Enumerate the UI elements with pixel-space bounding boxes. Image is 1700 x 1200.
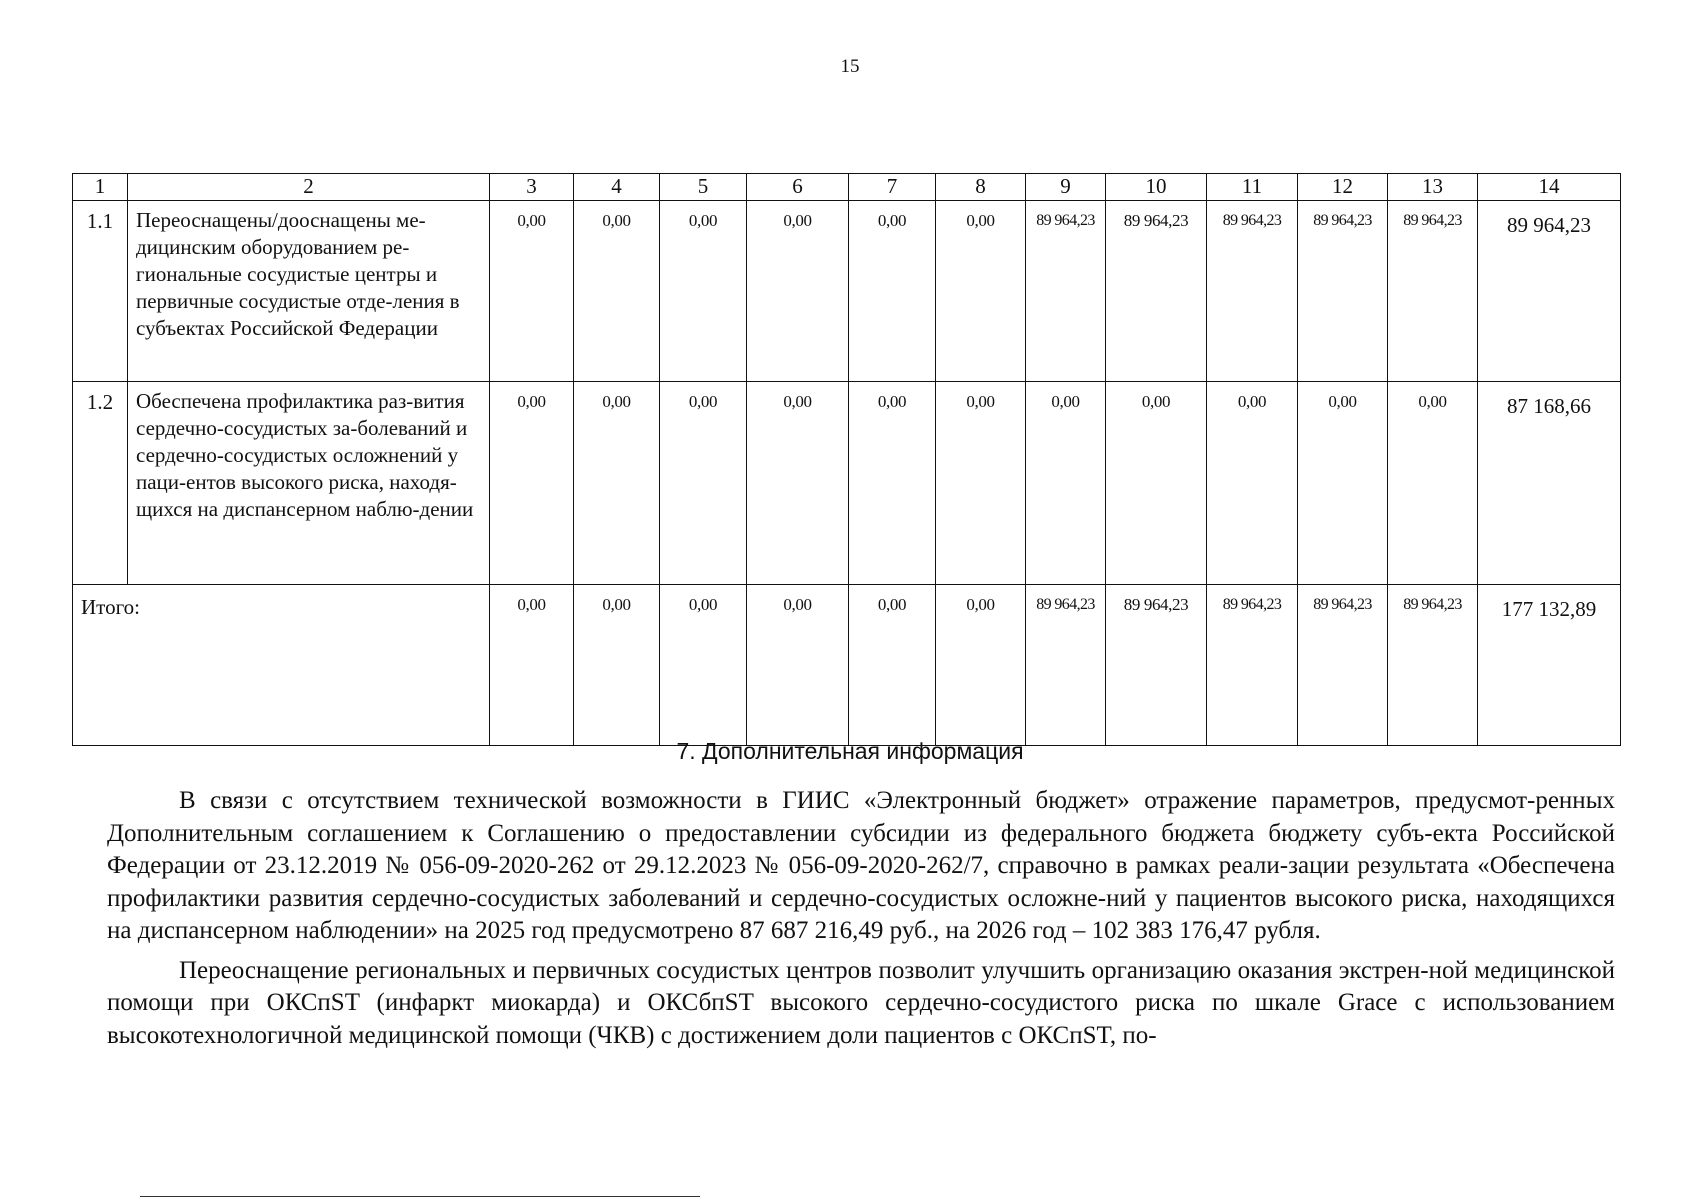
table-cell: 0,00 — [660, 201, 747, 382]
table-total-row — [73, 585, 1621, 746]
table-cell: 0,00 — [747, 585, 849, 746]
table-cell: 89 964,23 — [1026, 585, 1106, 746]
table-cell: 89 964,23 — [1298, 585, 1388, 746]
column-header: 12 — [1298, 174, 1388, 201]
table-cell: 0,00 — [936, 382, 1026, 585]
total-label: Итого: — [73, 585, 490, 746]
table-cell: 0,00 — [747, 201, 849, 382]
table-cell: 89 964,23 — [1207, 201, 1298, 382]
row-total: 87 168,66 — [1478, 382, 1621, 585]
column-header: 2 — [128, 174, 490, 201]
table-cell: 0,00 — [1388, 382, 1478, 585]
footer-rule — [140, 1196, 700, 1197]
column-header: 1 — [73, 174, 128, 201]
table-cell: 0,00 — [574, 201, 660, 382]
table-cell: 0,00 — [1298, 382, 1388, 585]
page-number: 15 — [840, 56, 860, 77]
table-cell: 89 964,23 — [1207, 585, 1298, 746]
section-title: 7. Дополнительная информация — [676, 738, 1024, 764]
section-body — [107, 785, 1615, 1059]
table-cell: 89 964,23 — [1298, 201, 1388, 382]
table-cell: 0,00 — [660, 585, 747, 746]
column-header: 9 — [1026, 174, 1106, 201]
table-cell: 0,00 — [1207, 382, 1298, 585]
column-header: 11 — [1207, 174, 1298, 201]
table-cell: 0,00 — [574, 382, 660, 585]
table-cell: 0,00 — [1106, 382, 1207, 585]
row-description: Переоснащены/дооснащены ме-дицинским оборудованием ре-гиональные сосудистые центры и первичные сосудистые отде-ления в субъектах Российской Федерации — [128, 201, 490, 382]
table-cell: 0,00 — [1026, 382, 1106, 585]
column-header: 13 — [1388, 174, 1478, 201]
column-header: 5 — [660, 174, 747, 201]
column-header: 4 — [574, 174, 660, 201]
table-cell: 89 964,23 — [1106, 585, 1207, 746]
table-cell: 0,00 — [660, 382, 747, 585]
paragraph: Переоснащение региональных и первичных сосудистых центров позволит улучшить организацию оказания экстрен-ной медицинской помощи при ОКСпST (инфаркт миокарда) и ОКСбпST высокого сердечно-сосудистого риска по шкале Grace с использованием высокотехнологичной медицинской помощи (ЧКВ) с достижением доли пациентов с ОКСпST, по- — [107, 956, 1615, 1049]
table-cell: 0,00 — [490, 201, 574, 382]
column-header: 3 — [490, 174, 574, 201]
paragraph: В связи с отсутствием технической возможности в ГИИС «Электронный бюджет» отражение параметров, предусмот-ренных Дополнительным соглашением к Соглашению о предоставлении субсидии из федерального бюджета бюджету субъ-екта Российской Федерации от 23.12.2019 № 056-09-2020-262 от 29.12.2023 № 056-09-2020-262/7, справочно в рамках реали-зации результата «Обеспечена профилактики развития сердечно-сосудистых заболеваний и сердечно-сосудистых осложне-ний у пациентов высокого риска, находящихся на диспансерном наблюдении» на 2025 год предусмотрено 87 687 216,49 руб., на 2026 год – 102 383 176,47 рубля. — [107, 787, 1615, 944]
budget-table-container — [72, 173, 1620, 746]
column-header: 8 — [936, 174, 1026, 201]
table-cell: 0,00 — [747, 382, 849, 585]
table-cell: 89 964,23 — [1388, 201, 1478, 382]
table-row — [73, 382, 1621, 585]
table-cell: 89 964,23 — [1106, 201, 1207, 382]
table-row — [73, 201, 1621, 382]
table-cell: 0,00 — [936, 201, 1026, 382]
column-header: 10 — [1106, 174, 1207, 201]
column-header: 14 — [1478, 174, 1621, 201]
table-cell: 89 964,23 — [1026, 201, 1106, 382]
table-cell: 0,00 — [574, 585, 660, 746]
table-header-row — [73, 174, 1621, 201]
table-cell: 0,00 — [849, 201, 936, 382]
table-cell: 0,00 — [849, 585, 936, 746]
column-header: 6 — [747, 174, 849, 201]
row-description: Обеспечена профилактика раз-вития сердечно-сосудистых за-болеваний и сердечно-сосудистых осложнений у паци-ентов высокого риска, находя-щихся на диспансерном наблю-дении — [128, 382, 490, 585]
table-cell: 0,00 — [936, 585, 1026, 746]
budget-table — [72, 173, 1621, 746]
table-cell: 0,00 — [490, 585, 574, 746]
table-cell: 0,00 — [849, 382, 936, 585]
row-number: 1.1 — [73, 201, 128, 382]
row-total: 89 964,23 — [1478, 201, 1621, 382]
table-cell: 89 964,23 — [1388, 585, 1478, 746]
column-header: 7 — [849, 174, 936, 201]
grand-total: 177 132,89 — [1478, 585, 1621, 746]
row-number: 1.2 — [73, 382, 128, 585]
table-cell: 0,00 — [490, 382, 574, 585]
